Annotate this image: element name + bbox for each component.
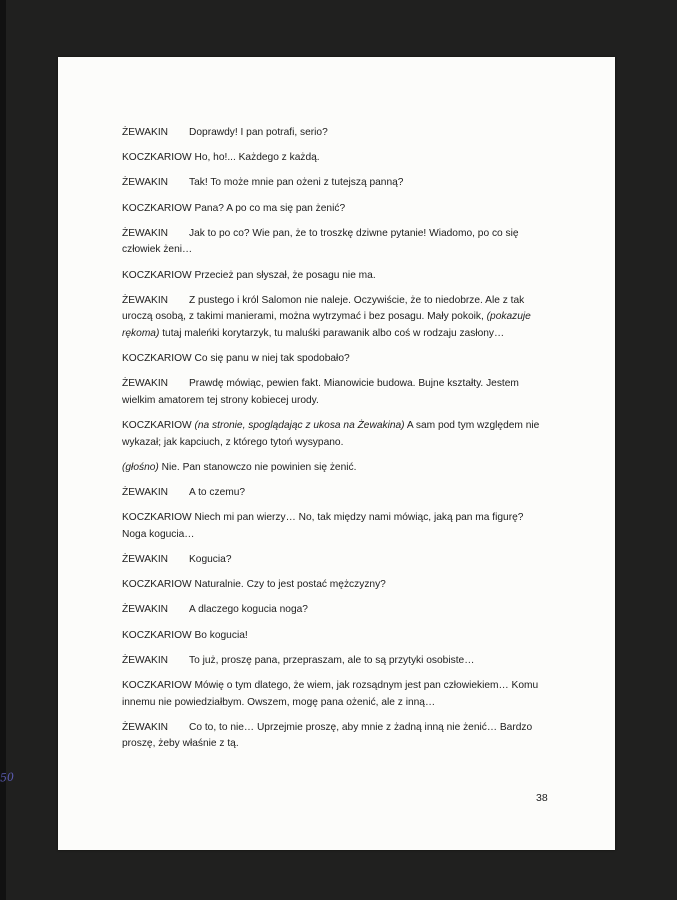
speaker-name: ŻEWAKIN — [122, 554, 169, 565]
speaker-name: ŻEWAKIN — [122, 227, 169, 239]
dialogue-line — [122, 602, 542, 619]
speech-text: Co się panu w niej tak spodobało? — [194, 353, 350, 365]
speaker-name: ŻEWAKIN — [122, 487, 169, 499]
speaker-name: ŻEWAKIN — [122, 721, 169, 733]
speech-text: Jak to po co? Wie pan, że to troszkę dziwne pytanie! Wiadomo, po co się człowiek żeni… — [122, 227, 519, 256]
stage-direction: (głośno) — [122, 461, 159, 473]
speech-text: Co to, to nie… Uprzejmie proszę, aby mnie z żadną inną nie żenić… Bardzo proszę, żeby właśnie z tą. — [122, 721, 533, 750]
speech-text: Prawdę mówiąc, pewien fakt. Mianowicie budowa. Bujne kształty. Jestem wielkim amatorem tej strony kobiecej urody. — [122, 378, 519, 406]
dialogue-line — [122, 376, 542, 409]
dialogue-line — [122, 226, 542, 259]
speaker-name: KOCZKARIOW — [122, 269, 192, 281]
dialogue-text — [122, 125, 542, 762]
dialogue-line — [122, 678, 542, 711]
speaker-name: ŻEWAKIN — [122, 604, 169, 616]
speaker-name: KOCZKARIOW — [122, 629, 192, 641]
dialogue-line — [122, 293, 542, 343]
speech-text: A dlaczego kogucia noga? — [189, 604, 308, 616]
speaker-name: ŻEWAKIN — [122, 177, 169, 189]
speech-text: To już, proszę pana, przepraszam, ale to są przytyki osobiste… — [189, 654, 475, 666]
speaker-name: ŻEWAKIN — [122, 127, 169, 138]
dialogue-line — [122, 460, 542, 477]
document-page — [58, 57, 615, 850]
speech-text: Mówię o tym dlatego, że wiem, jak rozsądnym jest pan człowiekiem… Komu innemu nie powiedziałbym. Owszem, mogę pana ożenić, ale z inną… — [122, 679, 539, 708]
dialogue-line — [122, 628, 542, 645]
speech-text: A to czemu? — [189, 487, 246, 499]
speaker-name: ŻEWAKIN — [122, 378, 169, 390]
speaker-name: ŻEWAKIN — [122, 294, 169, 306]
speaker-name: ŻEWAKIN — [122, 654, 169, 666]
speech-text: Tak! To może mnie pan ożeni z tutejszą panną? — [189, 177, 404, 189]
speech-text: Kogucia? — [189, 554, 232, 565]
page-number: 38 — [536, 792, 548, 804]
speaker-name: KOCZKARIOW — [122, 579, 192, 591]
speech-text: Nie. Pan stanowczo nie powinien się żenić. — [158, 461, 357, 473]
scan-border — [0, 0, 6, 900]
speech-text: Z pustego i król Salomon nie naleje. Oczywiście, że to niedobrze. Ale z tak uroczą osobą, z takimi manierami, można wytrzymać i bez posagu. Mały pokoik, — [122, 294, 525, 323]
dialogue-line — [122, 653, 542, 670]
dialogue-line — [122, 510, 542, 543]
speaker-name: KOCZKARIOW — [122, 420, 192, 432]
speech-text: tutaj maleńki korytarzyk, tu maluśki parawanik albo coś w rodzaju zasłony… — [159, 327, 505, 339]
dialogue-line — [122, 720, 542, 753]
dialogue-line — [122, 125, 542, 142]
handwritten-page-mark: 50 — [0, 770, 15, 785]
dialogue-line — [122, 577, 542, 594]
speech-text: A sam pod tym względem nie wykazał; jak kapciuch, z którego tytoń wysypano. — [122, 420, 540, 448]
dialogue-line — [122, 201, 542, 218]
speaker-name: KOCZKARIOW — [122, 512, 192, 524]
speech-text: Doprawdy! I pan potrafi, serio? — [189, 127, 328, 138]
speech-text: Przecież pan słyszał, że posagu nie ma. — [194, 269, 376, 281]
speaker-name: KOCZKARIOW — [122, 679, 192, 691]
stage-direction: (na stronie, spoglądając z ukosa na Żewakina) — [194, 420, 405, 432]
dialogue-line — [122, 351, 542, 368]
dialogue-line — [122, 150, 542, 167]
dialogue-line — [122, 175, 542, 192]
dialogue-line — [122, 552, 542, 569]
speaker-name: KOCZKARIOW — [122, 353, 192, 365]
speech-text: Pana? A po co ma się pan żenić? — [194, 202, 346, 214]
speaker-name: KOCZKARIOW — [122, 152, 192, 164]
dialogue-line — [122, 418, 542, 451]
speech-text: Niech mi pan wierzy… No, tak między nami mówiąc, jaką pan ma figurę? Noga kogucia… — [122, 512, 524, 540]
dialogue-line — [122, 485, 542, 502]
dialogue-line — [122, 268, 542, 285]
speech-text: Naturalnie. Czy to jest postać mężczyzny? — [194, 579, 386, 591]
stage-direction: (pokazuje rękoma) — [122, 311, 531, 339]
speech-text: Bo kogucia! — [194, 629, 248, 641]
speaker-name: KOCZKARIOW — [122, 202, 192, 214]
speech-text: Ho, ho!... Każdego z każdą. — [194, 152, 320, 164]
